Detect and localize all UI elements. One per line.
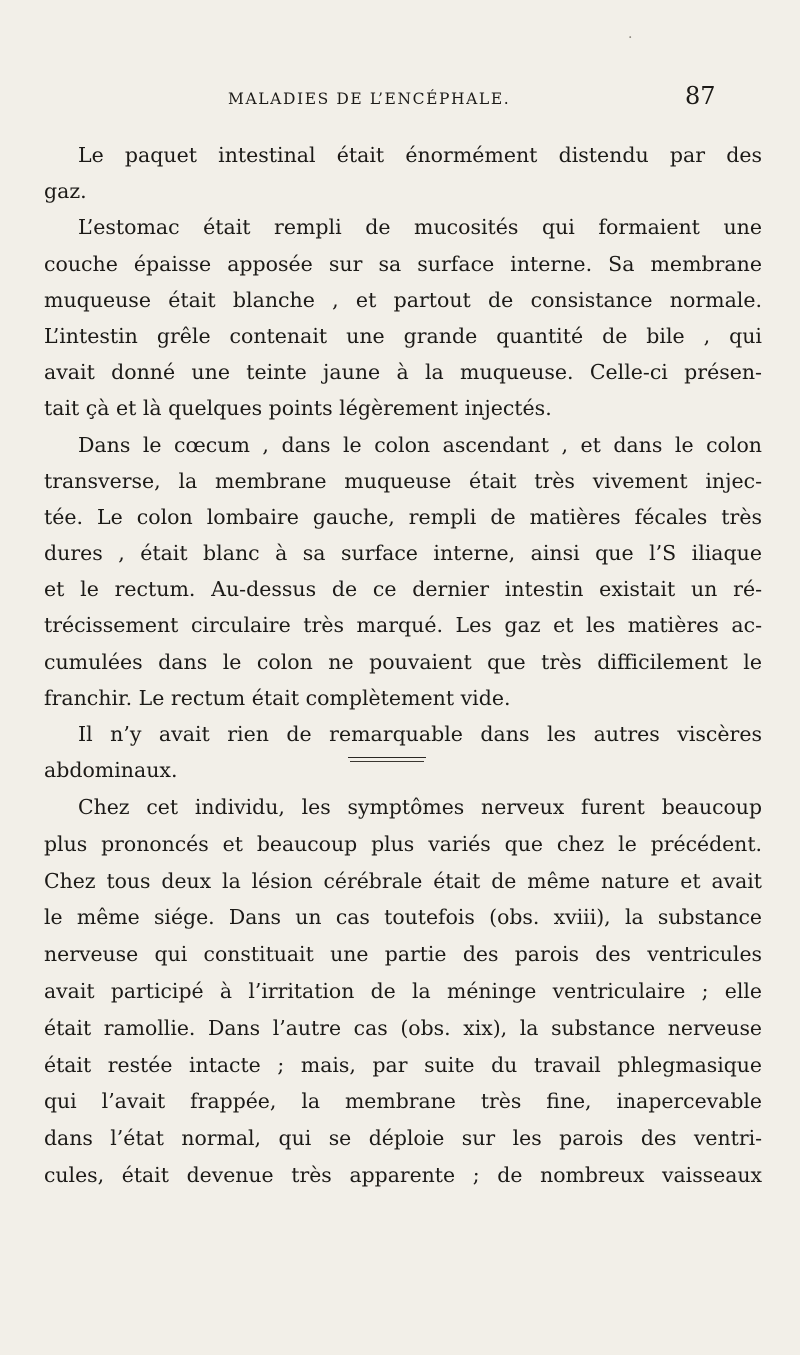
text-line: avait participé à l’irritation de la méninge ventriculaire ; elle [44,978,762,1003]
text-line: dures , était blanc à sa surface interne, ainsi que l’S iliaque [44,541,762,566]
text-line: L’estomac était rempli de mucosités qui formaient une [78,215,762,240]
text-line: gaz. [44,179,87,204]
text-line: Chez tous deux la lésion cérébrale était de même nature et avait [44,868,762,893]
text-line: était restée intacte ; mais, par suite du travail phlegmasique [44,1052,762,1077]
paper-speck: · [628,30,633,46]
text-line: Chez cet individu, les symptômes nerveux furent beaucoup [78,795,762,819]
text-line: muqueuse était blanche , et partout de consistance normale. [44,287,762,312]
commentary-text-block [44,789,762,1194]
section-divider [348,757,426,758]
running-head: MALADIES DE L’ENCÉPHALE. [228,90,511,108]
text-line: couche épaisse apposée sur sa surface interne. Sa membrane [44,251,762,276]
text-line: Le paquet intestinal était énormément distendu par des [78,143,762,167]
text-line: tait çà et là quelques points légèrement injectés. [44,396,552,421]
text-line: abdominaux. [44,758,178,783]
text-line: trécissement circulaire très marqué. Les gaz et les matières ac- [44,613,762,638]
text-line: Il n’y avait rien de remarquable dans les autres viscères [78,722,762,746]
text-line: qui l’avait frappée, la membrane très fine, inapercevable [44,1089,762,1114]
text-line: cules, était devenue très apparente ; de nombreux vaisseaux [44,1162,762,1187]
text-line: dans l’état normal, qui se déploie sur les parois des ventri- [44,1126,762,1151]
text-line: Dans le cœcum , dans le colon ascendant , et dans le colon [78,432,762,457]
text-line: et le rectum. Au-dessus de ce dernier intestin existait un ré- [44,577,762,602]
text-line: était ramollie. Dans l’autre cas (obs. xix), la substance nerveuse [44,1015,762,1040]
autopsy-text-block [44,137,762,788]
text-line: cumulées dans le colon ne pouvaient que très difficilement le [44,649,762,674]
text-line: le même siége. Dans un cas toutefois (obs. xviii), la substance [44,905,762,930]
page-number: 87 [685,82,716,110]
text-line: plus prononcés et beaucoup plus variés que chez le précédent. [44,831,762,856]
text-line: L’intestin grêle contenait une grande quantité de bile , qui [44,323,762,348]
text-line: tée. Le colon lombaire gauche, rempli de matières fécales très [44,504,762,529]
text-line: transverse, la membrane muqueuse était très vivement injec- [44,468,762,493]
text-line: franchir. Le rectum était complètement vide. [44,685,511,710]
text-line: avait donné une teinte jaune à la muqueuse. Celle-ci présen- [44,360,762,385]
text-line: nerveuse qui constituait une partie des parois des ventricules [44,942,762,967]
section-divider-inner [350,761,424,762]
